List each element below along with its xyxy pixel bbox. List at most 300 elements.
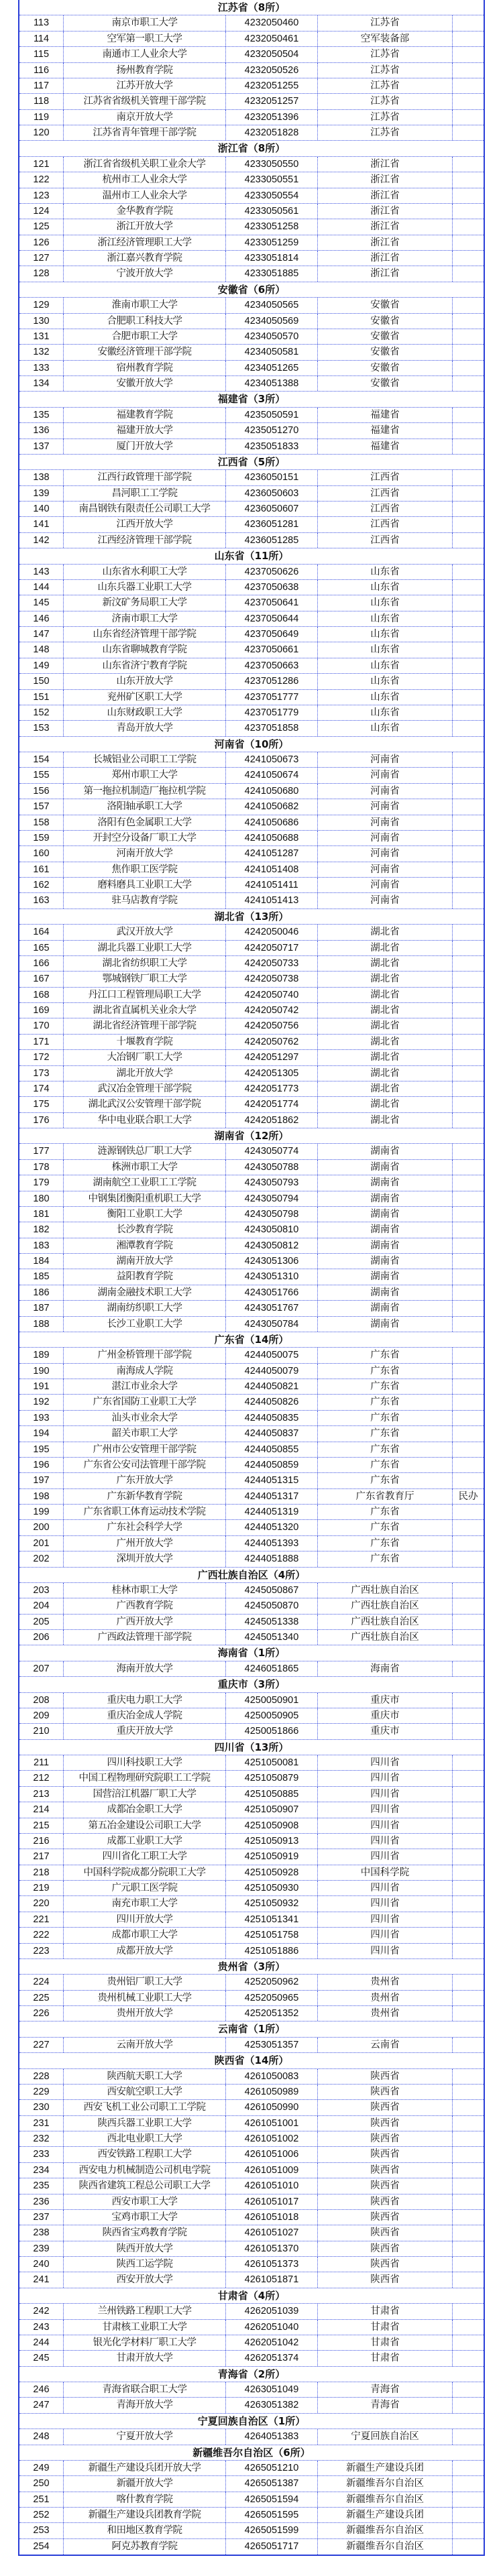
institution-code-cell: 4233051814 bbox=[226, 251, 318, 266]
remark-cell bbox=[453, 251, 484, 266]
table-row bbox=[19, 1175, 484, 1191]
row-number-cell: 215 bbox=[19, 1818, 64, 1833]
remark-cell bbox=[453, 2461, 484, 2475]
table-row bbox=[19, 1113, 484, 1128]
remark-cell bbox=[453, 1615, 484, 1629]
institution-name-cell: 和田地区教育学院 bbox=[64, 2523, 226, 2538]
table-row bbox=[19, 1301, 484, 1316]
institution-code-cell: 4233051259 bbox=[226, 235, 318, 250]
remark-cell bbox=[453, 1207, 484, 1222]
supervising-department-cell: 广西壮族自治区 bbox=[318, 1598, 453, 1613]
table-row bbox=[19, 1395, 484, 1410]
remark-cell bbox=[453, 1724, 484, 1739]
institution-code-cell: 4244050821 bbox=[226, 1379, 318, 1394]
institution-code-cell: 4244051320 bbox=[226, 1520, 318, 1535]
remark-cell bbox=[453, 1661, 484, 1676]
supervising-department-cell: 江苏省 bbox=[318, 63, 453, 78]
table-row bbox=[19, 2476, 484, 2492]
institution-code-cell: 4245050870 bbox=[226, 1598, 318, 1613]
institution-code-cell: 4265051599 bbox=[226, 2523, 318, 2538]
row-number-cell: 114 bbox=[19, 32, 64, 46]
row-number-cell: 139 bbox=[19, 486, 64, 501]
remark-cell bbox=[453, 658, 484, 673]
institution-name-cell: 桂林市职工大学 bbox=[64, 1583, 226, 1598]
supervising-department-cell: 湖北省 bbox=[318, 1018, 453, 1033]
institution-name-cell: 山东省济宁教育学院 bbox=[64, 658, 226, 673]
supervising-department-cell: 广东省 bbox=[318, 1411, 453, 1425]
institution-code-cell: 4234051388 bbox=[226, 376, 318, 391]
institution-name-cell: 河南开放大学 bbox=[64, 846, 226, 861]
institution-code-cell: 4232050504 bbox=[226, 47, 318, 62]
table-row bbox=[19, 266, 484, 282]
institution-code-cell: 4242050717 bbox=[226, 941, 318, 955]
row-number-cell: 182 bbox=[19, 1222, 64, 1237]
institution-code-cell: 4251050930 bbox=[226, 1881, 318, 1895]
row-number-cell: 234 bbox=[19, 2163, 64, 2178]
supervising-department-cell: 山东省 bbox=[318, 721, 453, 736]
institution-name-cell: 喀什教育学院 bbox=[64, 2492, 226, 2507]
institution-name-cell: 西安市职工大学 bbox=[64, 2194, 226, 2209]
table-row bbox=[19, 2304, 484, 2319]
remark-cell bbox=[453, 2038, 484, 2052]
table-row bbox=[19, 1442, 484, 1458]
supervising-department-cell: 山东省 bbox=[318, 611, 453, 626]
institution-code-cell: 4237051777 bbox=[226, 690, 318, 705]
remark-cell bbox=[453, 423, 484, 438]
institution-code-cell: 4243050774 bbox=[226, 1144, 318, 1159]
supervising-department-cell: 陕西省 bbox=[318, 2069, 453, 2084]
table-row bbox=[19, 439, 484, 455]
institution-name-cell: 西安开放大学 bbox=[64, 2272, 226, 2287]
supervising-department-cell: 湖南省 bbox=[318, 1207, 453, 1222]
supervising-department-cell: 新疆生产建设兵团 bbox=[318, 2508, 453, 2522]
institution-code-cell: 4236050607 bbox=[226, 502, 318, 516]
row-number-cell: 183 bbox=[19, 1238, 64, 1253]
row-number-cell: 156 bbox=[19, 784, 64, 799]
supervising-department-cell: 陕西省 bbox=[318, 2241, 453, 2256]
row-number-cell: 152 bbox=[19, 705, 64, 720]
institution-code-cell: 4244051319 bbox=[226, 1505, 318, 1519]
institution-table bbox=[18, 0, 485, 2556]
institution-code-cell: 4232051257 bbox=[226, 94, 318, 109]
institution-name-cell: 宝鸡市职工大学 bbox=[64, 2210, 226, 2225]
table-row bbox=[19, 988, 484, 1003]
row-number-cell: 254 bbox=[19, 2539, 64, 2555]
row-number-cell: 221 bbox=[19, 1912, 64, 1927]
institution-name-cell: 广东省国防工业职工大学 bbox=[64, 1395, 226, 1409]
remark-cell bbox=[453, 2257, 484, 2272]
remark-cell bbox=[453, 486, 484, 501]
supervising-department-cell: 陕西省 bbox=[318, 2272, 453, 2287]
supervising-department-cell: 四川省 bbox=[318, 1818, 453, 1833]
remark-cell bbox=[453, 47, 484, 62]
supervising-department-cell: 新疆维吾尔自治区 bbox=[318, 2492, 453, 2507]
institution-name-cell: 重庆电力职工大学 bbox=[64, 1693, 226, 1708]
institution-code-cell: 4237050661 bbox=[226, 642, 318, 657]
institution-code-cell: 4265051595 bbox=[226, 2508, 318, 2522]
table-row bbox=[19, 2335, 484, 2351]
row-number-cell: 186 bbox=[19, 1285, 64, 1300]
table-row bbox=[19, 799, 484, 815]
institution-code-cell: 4233051885 bbox=[226, 266, 318, 281]
remark-cell bbox=[453, 1018, 484, 1033]
institution-code-cell: 4265051594 bbox=[226, 2492, 318, 2507]
institution-name-cell: 磨料磨具工业职工大学 bbox=[64, 878, 226, 892]
supervising-department-cell: 湖北省 bbox=[318, 1113, 453, 1128]
table-row bbox=[19, 1583, 484, 1598]
supervising-department-cell: 湖北省 bbox=[318, 1097, 453, 1112]
supervising-department-cell: 河南省 bbox=[318, 799, 453, 814]
supervising-department-cell: 重庆市 bbox=[318, 1724, 453, 1739]
remark-cell bbox=[453, 1473, 484, 1488]
row-number-cell: 251 bbox=[19, 2492, 64, 2507]
row-number-cell: 222 bbox=[19, 1928, 64, 1942]
remark-cell bbox=[453, 2069, 484, 2084]
supervising-department-cell: 青海省 bbox=[318, 2382, 453, 2397]
remark-cell bbox=[453, 956, 484, 971]
institution-code-cell: 4261051001 bbox=[226, 2116, 318, 2131]
supervising-department-cell: 新疆生产建设兵团 bbox=[318, 2461, 453, 2475]
row-number-cell: 228 bbox=[19, 2069, 64, 2084]
supervising-department-cell: 青海省 bbox=[318, 2398, 453, 2412]
row-number-cell: 210 bbox=[19, 1724, 64, 1739]
institution-code-cell: 4244050075 bbox=[226, 1348, 318, 1362]
remark-cell bbox=[453, 470, 484, 485]
remark-cell bbox=[453, 1035, 484, 1049]
remark-cell bbox=[453, 988, 484, 1002]
row-number-cell: 125 bbox=[19, 219, 64, 234]
institution-name-cell: 湘潭教育学院 bbox=[64, 1238, 226, 1253]
table-row bbox=[19, 1238, 484, 1254]
institution-name-cell: 湖南金融技术职工大学 bbox=[64, 1285, 226, 1300]
supervising-department-cell: 江苏省 bbox=[318, 94, 453, 109]
section-header: 江西省（5所） bbox=[19, 455, 484, 470]
supervising-department-cell: 河南省 bbox=[318, 752, 453, 767]
table-row bbox=[19, 345, 484, 360]
row-number-cell: 140 bbox=[19, 502, 64, 516]
row-number-cell: 248 bbox=[19, 2429, 64, 2444]
table-row bbox=[19, 1615, 484, 1630]
supervising-department-cell: 安徽省 bbox=[318, 329, 453, 344]
institution-name-cell: 广东新华教育学院 bbox=[64, 1489, 226, 1504]
remark-cell bbox=[453, 972, 484, 986]
table-row bbox=[19, 1222, 484, 1238]
table-row bbox=[19, 1269, 484, 1285]
remark-cell bbox=[453, 1818, 484, 1833]
institution-code-cell: 4261051010 bbox=[226, 2178, 318, 2193]
institution-name-cell: 山东省经济管理干部学院 bbox=[64, 627, 226, 642]
supervising-department-cell: 陕西省 bbox=[318, 2257, 453, 2272]
table-row bbox=[19, 1724, 484, 1739]
remark-cell bbox=[453, 2147, 484, 2162]
institution-name-cell: 西北电业职工大学 bbox=[64, 2131, 226, 2146]
row-number-cell: 144 bbox=[19, 580, 64, 595]
institution-code-cell: 4233050551 bbox=[226, 172, 318, 187]
row-number-cell: 136 bbox=[19, 423, 64, 438]
supervising-department-cell: 四川省 bbox=[318, 1802, 453, 1817]
supervising-department-cell: 河南省 bbox=[318, 815, 453, 830]
supervising-department-cell: 山东省 bbox=[318, 627, 453, 642]
remark-cell bbox=[453, 1144, 484, 1159]
row-number-cell: 161 bbox=[19, 862, 64, 877]
table-row bbox=[19, 1473, 484, 1488]
row-number-cell: 241 bbox=[19, 2272, 64, 2287]
section-header: 陕西省（14所） bbox=[19, 2053, 484, 2068]
row-number-cell: 216 bbox=[19, 1834, 64, 1849]
supervising-department-cell: 云南省 bbox=[318, 2038, 453, 2052]
remark-cell bbox=[453, 1160, 484, 1175]
institution-code-cell: 4234050569 bbox=[226, 314, 318, 329]
supervising-department-cell: 宁夏回族自治区 bbox=[318, 2429, 453, 2444]
table-row bbox=[19, 1865, 484, 1881]
remark-cell bbox=[453, 1630, 484, 1645]
remark-cell bbox=[453, 1896, 484, 1911]
institution-name-cell: 广西政法管理干部学院 bbox=[64, 1630, 226, 1645]
supervising-department-cell: 四川省 bbox=[318, 1881, 453, 1895]
remark-cell bbox=[453, 690, 484, 705]
remark-cell bbox=[453, 266, 484, 281]
table-row bbox=[19, 1066, 484, 1081]
supervising-department-cell: 广东省 bbox=[318, 1395, 453, 1409]
row-number-cell: 147 bbox=[19, 627, 64, 642]
institution-code-cell: 4236050603 bbox=[226, 486, 318, 501]
remark-cell bbox=[453, 580, 484, 595]
institution-code-cell: 4242051305 bbox=[226, 1066, 318, 1081]
remark-cell bbox=[453, 157, 484, 172]
institution-name-cell: 江苏省青年管理干部学院 bbox=[64, 125, 226, 140]
row-number-cell: 252 bbox=[19, 2508, 64, 2522]
table-row bbox=[19, 110, 484, 125]
supervising-department-cell: 四川省 bbox=[318, 1944, 453, 1958]
remark-cell bbox=[453, 439, 484, 454]
table-row bbox=[19, 1849, 484, 1865]
table-row bbox=[19, 1489, 484, 1505]
row-number-cell: 200 bbox=[19, 1520, 64, 1535]
row-number-cell: 113 bbox=[19, 15, 64, 30]
supervising-department-cell: 湖北省 bbox=[318, 956, 453, 971]
supervising-department-cell: 广东省 bbox=[318, 1505, 453, 1519]
table-row bbox=[19, 690, 484, 705]
supervising-department-cell: 广东省 bbox=[318, 1520, 453, 1535]
remark-cell: 民办 bbox=[458, 1490, 478, 1502]
table-row bbox=[19, 470, 484, 485]
institution-name-cell: 广西教育学院 bbox=[64, 1598, 226, 1613]
table-row bbox=[19, 94, 484, 109]
remark-cell bbox=[453, 1175, 484, 1190]
institution-name-cell: 江苏开放大学 bbox=[64, 78, 226, 93]
remark-cell bbox=[453, 565, 484, 579]
row-number-cell: 131 bbox=[19, 329, 64, 344]
institution-code-cell: 4251050913 bbox=[226, 1834, 318, 1849]
institution-name-cell: 重庆冶金成人学院 bbox=[64, 1708, 226, 1723]
table-row bbox=[19, 408, 484, 423]
institution-name-cell: 广元职工医学院 bbox=[64, 1881, 226, 1895]
institution-code-cell: 4234050581 bbox=[226, 345, 318, 359]
institution-code-cell: 4241050680 bbox=[226, 784, 318, 799]
remark-cell bbox=[453, 1708, 484, 1723]
institution-code-cell: 4265051210 bbox=[226, 2461, 318, 2475]
institution-name-cell: 新疆生产建设兵团教育学院 bbox=[64, 2508, 226, 2522]
institution-code-cell: 4261050083 bbox=[226, 2069, 318, 2084]
remark-cell bbox=[453, 298, 484, 312]
supervising-department-cell: 福建省 bbox=[318, 439, 453, 454]
row-number-cell: 124 bbox=[19, 204, 64, 219]
remark-cell bbox=[453, 1865, 484, 1880]
row-number-cell: 184 bbox=[19, 1254, 64, 1269]
remark-cell bbox=[453, 784, 484, 799]
institution-name-cell: 长城铝业公司职工工学院 bbox=[64, 752, 226, 767]
row-number-cell: 194 bbox=[19, 1426, 64, 1441]
institution-name-cell: 湛江市业余大学 bbox=[64, 1379, 226, 1394]
supervising-department-cell: 浙江省 bbox=[318, 172, 453, 187]
table-row bbox=[19, 658, 484, 674]
remark-cell bbox=[453, 831, 484, 845]
supervising-department-cell: 江西省 bbox=[318, 486, 453, 501]
table-row bbox=[19, 2131, 484, 2147]
institution-code-cell: 4242050738 bbox=[226, 972, 318, 986]
institution-code-cell: 4243050812 bbox=[226, 1238, 318, 1253]
remark-cell bbox=[453, 2163, 484, 2178]
remark-cell bbox=[453, 2492, 484, 2507]
table-row bbox=[19, 1536, 484, 1552]
supervising-department-cell: 贵州省 bbox=[318, 1975, 453, 1989]
institution-code-cell: 4232051828 bbox=[226, 125, 318, 140]
institution-code-cell: 4243051767 bbox=[226, 1301, 318, 1315]
institution-name-cell: 广东社会科学大学 bbox=[64, 1520, 226, 1535]
table-row bbox=[19, 2461, 484, 2476]
table-row bbox=[19, 925, 484, 940]
remark-cell bbox=[453, 752, 484, 767]
institution-code-cell: 4244051315 bbox=[226, 1473, 318, 1488]
remark-cell bbox=[453, 1552, 484, 1566]
supervising-department-cell: 陕西省 bbox=[318, 2178, 453, 2193]
supervising-department-cell: 新疆维吾尔自治区 bbox=[318, 2476, 453, 2491]
table-row bbox=[19, 1552, 484, 1567]
supervising-department-cell: 四川省 bbox=[318, 1896, 453, 1911]
institution-name-cell: 贵州铝厂职工大学 bbox=[64, 1975, 226, 1989]
supervising-department-cell: 河南省 bbox=[318, 831, 453, 845]
row-number-cell: 167 bbox=[19, 972, 64, 986]
row-number-cell: 166 bbox=[19, 956, 64, 971]
remark-cell bbox=[453, 376, 484, 391]
supervising-department-cell: 空军装备部 bbox=[318, 32, 453, 46]
institution-code-cell: 4243050810 bbox=[226, 1222, 318, 1237]
supervising-department-cell: 广东省教育厅 bbox=[318, 1489, 453, 1504]
supervising-department-cell: 湖南省 bbox=[318, 1317, 453, 1332]
row-number-cell: 163 bbox=[19, 893, 64, 908]
remark-cell bbox=[453, 768, 484, 782]
supervising-department-cell: 湖南省 bbox=[318, 1269, 453, 1284]
row-number-cell: 154 bbox=[19, 752, 64, 767]
institution-name-cell: 南京市职工大学 bbox=[64, 15, 226, 30]
institution-name-cell: 阿克苏教育学院 bbox=[64, 2539, 226, 2555]
institution-code-cell: 4242051773 bbox=[226, 1081, 318, 1096]
table-row bbox=[19, 1081, 484, 1097]
table-row bbox=[19, 157, 484, 172]
institution-code-cell: 4252050965 bbox=[226, 1991, 318, 2005]
table-row bbox=[19, 188, 484, 204]
institution-name-cell: 四川省化工职工大学 bbox=[64, 1849, 226, 1864]
supervising-department-cell: 湖北省 bbox=[318, 1081, 453, 1096]
institution-code-cell: 4242050733 bbox=[226, 956, 318, 971]
table-row bbox=[19, 1975, 484, 1990]
remark-cell bbox=[453, 1944, 484, 1958]
supervising-department-cell: 重庆市 bbox=[318, 1708, 453, 1723]
row-number-cell: 247 bbox=[19, 2398, 64, 2412]
remark-cell bbox=[453, 1458, 484, 1472]
row-number-cell: 148 bbox=[19, 642, 64, 657]
institution-code-cell: 4250050905 bbox=[226, 1708, 318, 1723]
table-row bbox=[19, 2194, 484, 2210]
table-row bbox=[19, 361, 484, 376]
institution-name-cell: 山东省水利职工大学 bbox=[64, 565, 226, 579]
institution-code-cell: 4241051411 bbox=[226, 878, 318, 892]
table-row bbox=[19, 533, 484, 548]
supervising-department-cell: 江苏省 bbox=[318, 110, 453, 125]
table-row bbox=[19, 63, 484, 78]
remark-cell bbox=[453, 1066, 484, 1081]
institution-code-cell: 4241050688 bbox=[226, 831, 318, 845]
row-number-cell: 208 bbox=[19, 1693, 64, 1708]
row-number-cell: 177 bbox=[19, 1144, 64, 1159]
institution-name-cell: 甘肃开放大学 bbox=[64, 2351, 226, 2365]
row-number-cell: 150 bbox=[19, 674, 64, 689]
supervising-department-cell: 广东省 bbox=[318, 1442, 453, 1457]
supervising-department-cell: 安徽省 bbox=[318, 361, 453, 375]
institution-name-cell: 空军第一职工大学 bbox=[64, 32, 226, 46]
row-number-cell: 211 bbox=[19, 1755, 64, 1770]
table-row bbox=[19, 2100, 484, 2115]
institution-name-cell: 陕西开放大学 bbox=[64, 2241, 226, 2256]
institution-name-cell: 温州市工人业余大学 bbox=[64, 188, 226, 203]
institution-code-cell: 4234050570 bbox=[226, 329, 318, 344]
remark-cell bbox=[453, 2523, 484, 2538]
row-number-cell: 122 bbox=[19, 172, 64, 187]
institution-code-cell: 4251050919 bbox=[226, 1849, 318, 1864]
institution-name-cell: 十堰教育学院 bbox=[64, 1035, 226, 1049]
remark-cell bbox=[453, 846, 484, 861]
supervising-department-cell: 江苏省 bbox=[318, 47, 453, 62]
supervising-department-cell: 海南省 bbox=[318, 1661, 453, 1676]
table-row bbox=[19, 1896, 484, 1912]
row-number-cell: 185 bbox=[19, 1269, 64, 1284]
institution-code-cell: 4263051382 bbox=[226, 2398, 318, 2412]
institution-name-cell: 洛阳有色金属职工大学 bbox=[64, 815, 226, 830]
institution-name-cell: 陕西省宝鸡教育学院 bbox=[64, 2225, 226, 2240]
supervising-department-cell: 安徽省 bbox=[318, 376, 453, 391]
table-row bbox=[19, 1520, 484, 1535]
supervising-department-cell: 浙江省 bbox=[318, 204, 453, 219]
institution-code-cell: 4265051387 bbox=[226, 2476, 318, 2491]
institution-code-cell: 4243050793 bbox=[226, 1175, 318, 1190]
row-number-cell: 225 bbox=[19, 1991, 64, 2005]
institution-name-cell: 福建教育学院 bbox=[64, 408, 226, 422]
institution-code-cell: 4252051352 bbox=[226, 2006, 318, 2021]
institution-code-cell: 4261051006 bbox=[226, 2147, 318, 2162]
row-number-cell: 126 bbox=[19, 235, 64, 250]
institution-name-cell: 衡阳工业职工大学 bbox=[64, 1207, 226, 1222]
table-row bbox=[19, 846, 484, 862]
supervising-department-cell: 湖南省 bbox=[318, 1254, 453, 1269]
supervising-department-cell: 河南省 bbox=[318, 768, 453, 782]
row-number-cell: 157 bbox=[19, 799, 64, 814]
supervising-department-cell: 福建省 bbox=[318, 408, 453, 422]
table-row bbox=[19, 2272, 484, 2288]
table-row bbox=[19, 1505, 484, 1520]
table-row bbox=[19, 721, 484, 736]
table-row bbox=[19, 1364, 484, 1379]
institution-name-cell: 驻马店教育学院 bbox=[64, 893, 226, 908]
